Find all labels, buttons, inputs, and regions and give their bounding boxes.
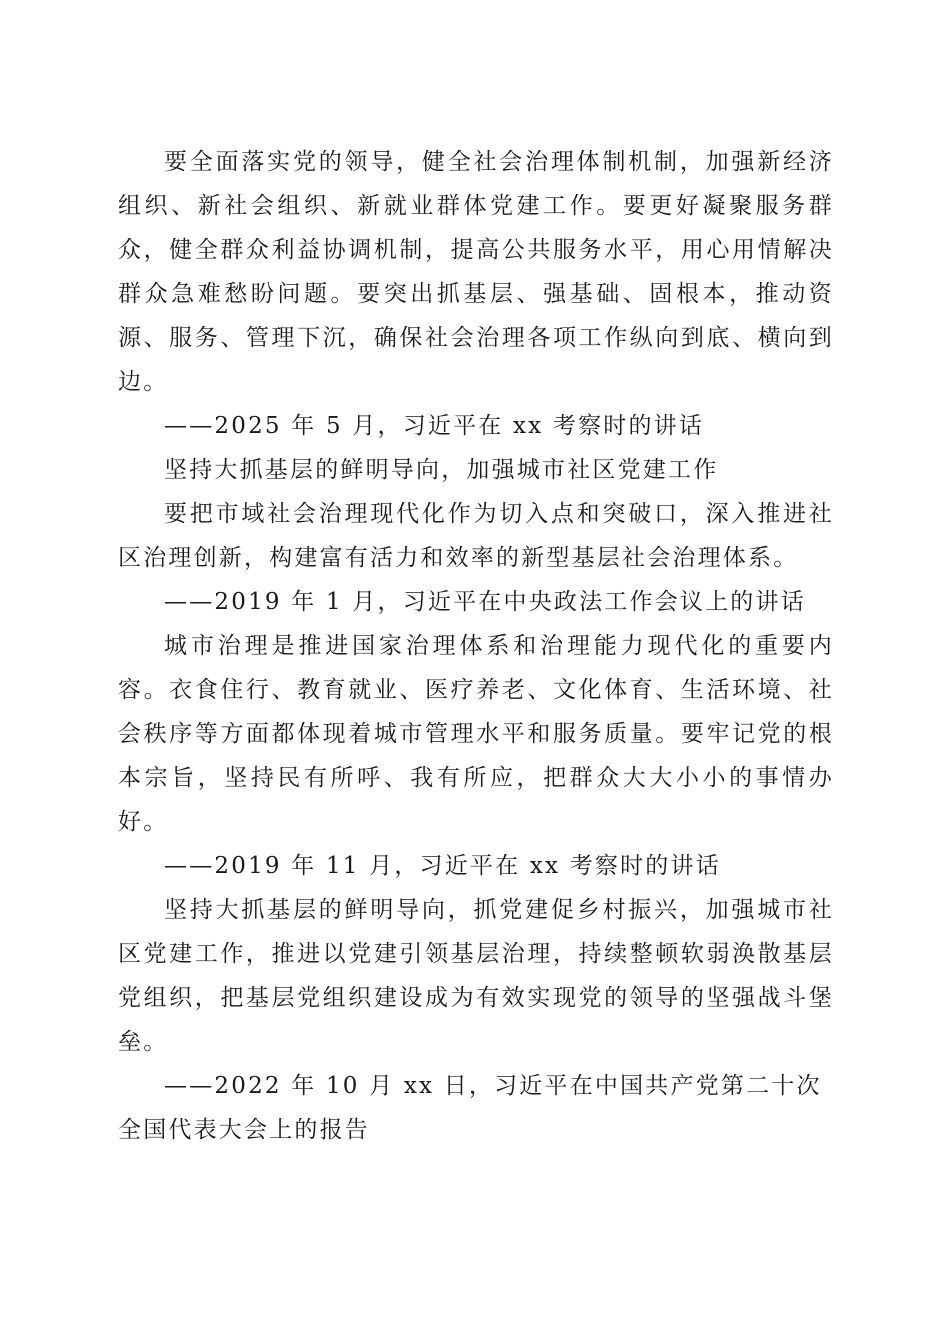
source-citation-2022-10: ——2022 年 10 月 xx 日，习近平在中国共产党第二十次全国代表大会上的报告 bbox=[118, 1073, 822, 1143]
source-citation-2019-11: ——2019 年 11 月，习近平在 xx 考察时的讲话 bbox=[164, 853, 721, 879]
paragraph-governance-leadership: 要全面落实党的领导，健全社会治理体制机制，加强新经济组织、新社会组织、新就业群体党建工作。要更好凝聚服务群众，健全群众利益协调机制，提高公共服务水平，用心用情解决群众急难愁盼问题。要突出抓基层、强基础、固根本，推动资源、服务、管理下沉，确保社会治理各项工作纵向到底、横向到边。 bbox=[118, 149, 834, 395]
document-body bbox=[118, 140, 834, 1152]
paragraph-party-building: 坚持大抓基层的鲜明导向，抓党建促乡村振兴，加强城市社区党建工作，推进以党建引领基层治理，持续整顿软弱涣散基层党组织，把基层党组织建设成为有效实现党的领导的坚强战斗堡垒。 bbox=[118, 897, 834, 1055]
source-citation-2019-01: ——2019 年 1 月，习近平在中央政法工作会议上的讲话 bbox=[164, 589, 806, 615]
paragraph-grassroots-heading: 坚持大抓基层的鲜明导向，加强城市社区党建工作 bbox=[164, 457, 719, 483]
paragraph-municipal-governance: 要把市域社会治理现代化作为切入点和突破口，深入推进社区治理创新，构建富有活力和效率的新型基层社会治理体系。 bbox=[118, 501, 834, 571]
paragraph-urban-governance: 城市治理是推进国家治理体系和治理能力现代化的重要内容。衣食住行、教育就业、医疗养老、文化体育、生活环境、社会秩序等方面都体现着城市管理水平和服务质量。要牢记党的根本宗旨，坚持民有所呼、我有所应，把群众大大小小的事情办好。 bbox=[118, 633, 834, 835]
source-citation-2025-05: ——2025 年 5 月，习近平在 xx 考察时的讲话 bbox=[164, 413, 705, 439]
